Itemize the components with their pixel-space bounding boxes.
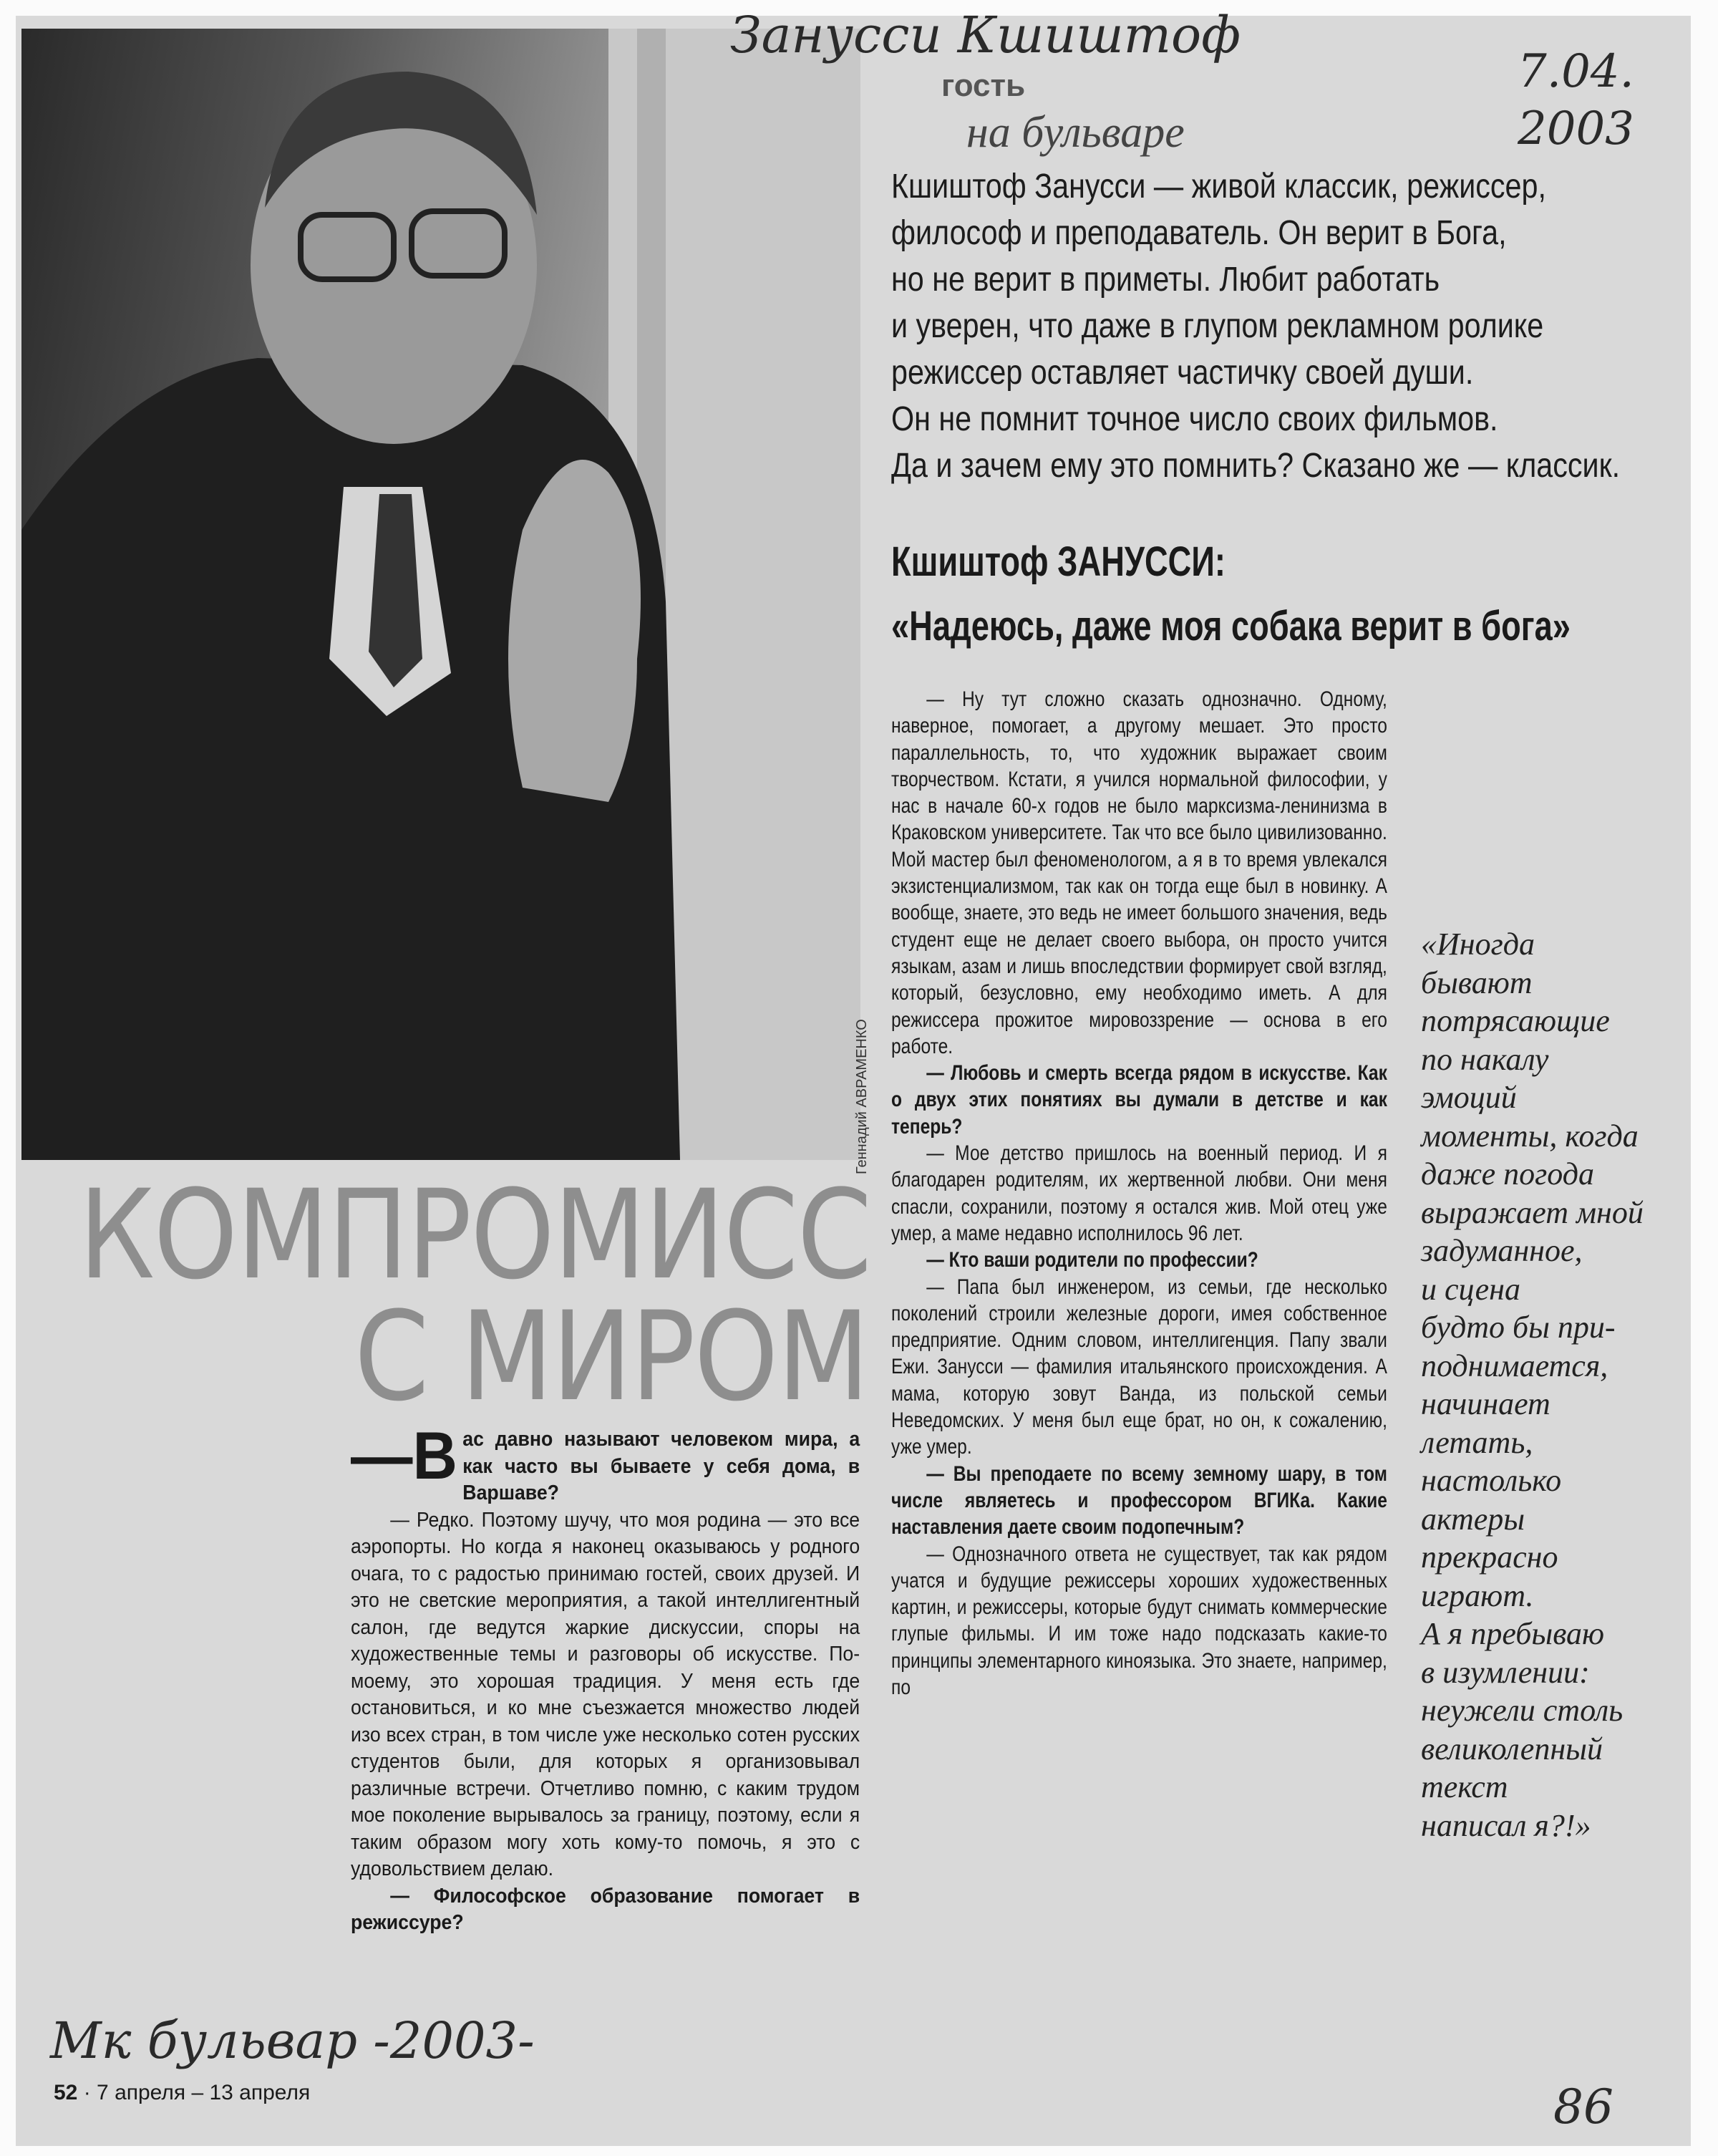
answer-paragraph: — Мое детство пришлось на военный период. И я благодарен родителям, их жертвенной любви. Они меня спасли, сохранили, поэтому я остался жив. Мой отец уже умер, а маме недавно исполнилось 96 лет. (891, 1141, 1387, 1245)
answer-paragraph: — Ну тут сложно сказать однозначно. Одному, наверное, помогает, а другому мешает. Это просто параллельность, то, что художник выражает своим творчеством. Кстати, я учился нормальной философии, у нас в начале 60-х годов не было марксизма-ленинизма в Краковском университете. Так что все было цивилизованно. Мой мастер был феноменологом, а я в то время увлекался экзистенциализмом, так как он тогда еще был в новинку. А вообще, знаете, это ведь не имеет большого значения, ведь студент еще не делает своего выбора, он просто учится языкам, азам и лишь впоследствии формирует свой взгляд, который, безусловно, ему необходимо иметь. А для режиссера прожитое мировоззрение — основа в его работе. (891, 687, 1387, 1058)
article-title-block (891, 530, 1571, 659)
rubric-subtitle: на бульваре (966, 108, 1185, 157)
question-paragraph: — Философское образование помогает в режиссуре? (351, 1884, 860, 1934)
middle-column (891, 686, 1387, 1701)
quote-line: поднимается, (1421, 1348, 1608, 1383)
pull-quote (1421, 925, 1644, 1845)
handwritten-page-number: 86 (1553, 2079, 1613, 2135)
headline-line1: КОМПРОМИСС (79, 1163, 871, 1307)
answer-paragraph: — Папа был инженером, из семьи, где несколько поколений строили железные дороги, имея собственное предприятие. Одним словом, интеллигенция. Папу звали Ежи. Занусси — фамилия итальянского происхождения. А мама, которую зовут Ванда, из польской семьи Неведомских. У меня был еще брат, но он, к сожалению, уже умер. (891, 1275, 1387, 1459)
quote-line: актеры (1421, 1501, 1525, 1537)
quote-line: «Иногда (1421, 927, 1535, 962)
answer-paragraph: — Редко. Поэтому шучу, что моя родина — это все аэропорты. Но когда я наконец оказываюсь у родного очага, то с радостью принимаю гостей, своих друзей. И это не светские мероприятия, а такой интеллигентный салон, где ведутся жаркие дискуссии, споры на художественные темы и разговоры об искусстве. По-моему, это хорошая традиция. У меня есть где остановиться, и ко мне съезжается множество людей изо всех стран, в том числе уже несколько сотен русских студентов были, для которых я организовывал различные встречи. Отчетливо помню, с каким трудом мое поколение вырывалось за границу, поэтому, если я таким образом могу хоть кому-то помочь, я это с удовольствием делаю. (351, 1508, 860, 1880)
quote-line: эмоций (1421, 1080, 1517, 1115)
quote-line: и сцена (1421, 1271, 1520, 1307)
intro-line: но не верит в приметы. Любит работать (891, 261, 1440, 299)
portrait-photo (21, 29, 860, 1160)
issue-dates: · 7 апреля – 13 апреля (83, 2081, 311, 2104)
intro-lead (891, 163, 1679, 489)
question-paragraph: — Вы преподаете по всему земному шару, в том числе являетесь и профессором ВГИКа. Какие наставления даете своим подопечным? (891, 1461, 1387, 1539)
quote-line: настолько (1421, 1463, 1562, 1498)
handwritten-date: 7.04. 2003 (1518, 45, 1634, 155)
page-number: 52 (54, 2081, 78, 2104)
left-column (351, 1418, 860, 1937)
quote-line: потрясающие (1421, 1003, 1610, 1038)
intro-line: Он не помнит точное число своих фильмов. (891, 400, 1498, 438)
quote-line: бывают (1421, 965, 1533, 1000)
quote-line: в изумлении: (1421, 1654, 1590, 1690)
quote-line: прекрасно (1421, 1539, 1558, 1575)
answer-paragraph: — Однозначного ответа не существует, так как рядом учатся и будущие режиссеры хороших художественных картин, и режиссеры, которые будут снимать коммерческие глупые фильмы. И им тоже надо подсказать какие-то принципы элементарного киноязыка. Это знаете, например, по (891, 1542, 1387, 1699)
article-title: Кшиштоф ЗАНУССИ: (891, 538, 1226, 585)
quote-line: играют. (1421, 1577, 1534, 1613)
quote-line: текст (1421, 1769, 1508, 1804)
intro-line: Кшиштоф Занусси — живой классик, режиссер, (891, 168, 1546, 206)
headline-line2: С МИРОМ (354, 1285, 869, 1429)
intro-line: Да и зачем ему это помнить? Сказано же — классик. (891, 447, 1621, 485)
quote-line: А я пребываю (1421, 1616, 1605, 1651)
portrait-illustration (21, 29, 860, 1160)
intro-line: режиссер оставляет частичку своей души. (891, 354, 1474, 392)
drop-cap: —В (351, 1418, 457, 1493)
page-footer (54, 2080, 310, 2106)
quote-line: начинает (1421, 1386, 1550, 1421)
quote-line: выражает мной (1421, 1194, 1644, 1230)
quote-line: моменты, когда (1421, 1118, 1639, 1154)
photo-credit: Геннадий АВРАМЕНКО (854, 1019, 870, 1174)
question-paragraph: — Кто ваши родители по профессии? (926, 1248, 1258, 1272)
opening-question: ас давно называют человеком мира, а как часто вы бываете у себя дома, в Варшаве? (462, 1428, 860, 1504)
quote-line: по накалу (1421, 1041, 1549, 1077)
handwritten-source-note: Мк бульвар -2003- (50, 2011, 535, 2070)
intro-line: философ и преподаватель. Он верит в Бога, (891, 214, 1507, 252)
quote-line: великолепный (1421, 1731, 1603, 1766)
quote-line: будто бы при- (1421, 1310, 1616, 1345)
quote-line: летать, (1421, 1424, 1533, 1460)
quote-line: написал я?!» (1421, 1807, 1591, 1843)
quote-line: задуманное, (1421, 1233, 1583, 1268)
handwritten-title-note: Занусси Кшиштоф (730, 6, 1241, 64)
quote-line: даже погода (1421, 1156, 1594, 1191)
intro-line: и уверен, что даже в глупом рекламном ролике (891, 307, 1544, 345)
rubric-label: гость (941, 68, 1026, 103)
quote-line: неужели столь (1421, 1693, 1624, 1728)
question-paragraph: — Любовь и смерть всегда рядом в искусстве. Как о двух этих понятиях вы думали в детстве и как теперь? (891, 1061, 1387, 1139)
article-subtitle: «Надеюсь, даже моя собака верит в бога» (891, 603, 1571, 649)
